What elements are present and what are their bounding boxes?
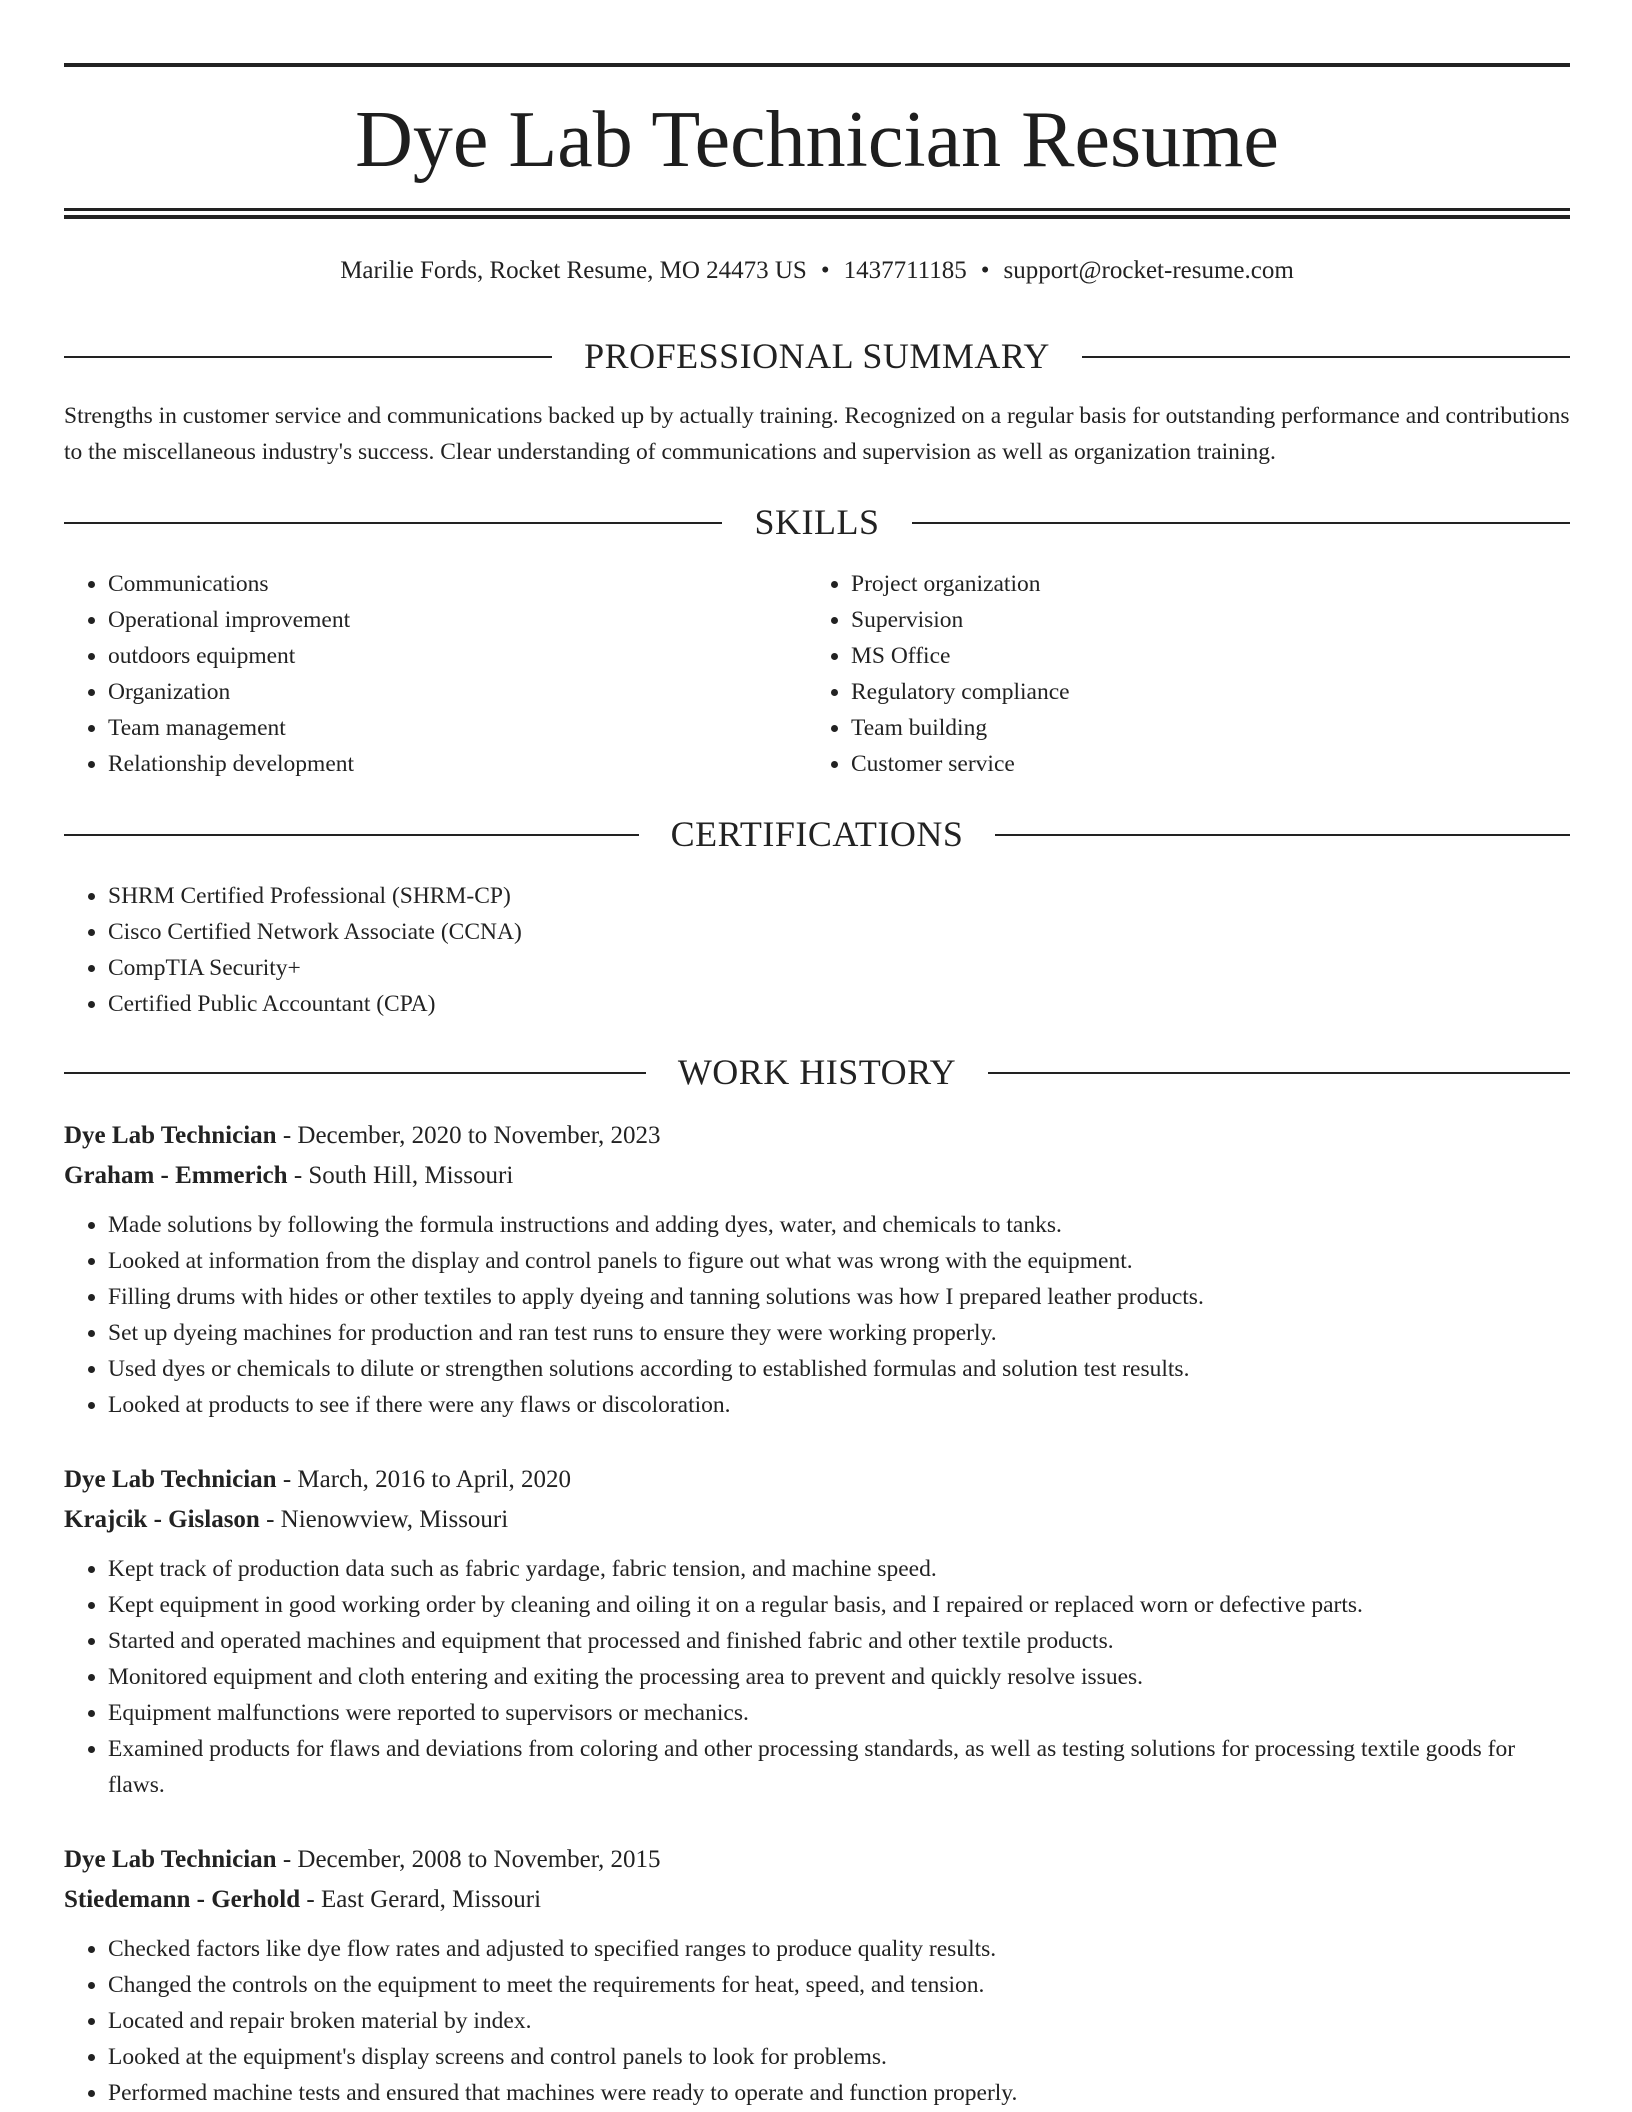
skills-column-right xyxy=(807,566,1507,782)
list-item: • Kept track of production data such as fabric yardage, fabric tension, and machine speed. xyxy=(108,1551,1570,1587)
contact-phone: 1437711185 xyxy=(843,257,967,284)
list-item: • Project organization xyxy=(851,566,1507,602)
job-company-line xyxy=(64,1156,1570,1196)
job-bullets xyxy=(64,1551,1570,1803)
section-heading-summary xyxy=(64,336,1570,376)
job-company-line xyxy=(64,1500,1570,1540)
job-bullets xyxy=(64,1207,1570,1423)
job-location: - East Gerard, Missouri xyxy=(300,1886,542,1913)
list-item: • Team management xyxy=(108,710,764,746)
skills-list-right xyxy=(807,566,1507,782)
job-company: Stiedemann - Gerhold xyxy=(64,1886,301,1913)
top-rule xyxy=(64,63,1570,67)
list-item: • Set up dyeing machines for production and ran test runs to ensure they were working properly. xyxy=(108,1315,1570,1351)
section-heading-work-history xyxy=(64,1052,1570,1092)
list-item: • Kept equipment in good working order by cleaning and oiling it on a regular basis, and I repaired or replaced worn or defective parts. xyxy=(108,1587,1570,1623)
job-entry xyxy=(64,1116,1570,1423)
section-heading-skills xyxy=(64,502,1570,542)
list-item: • Performed machine tests and ensured that machines were ready to operate and function properly. xyxy=(108,2075,1570,2111)
list-item: • Changed the controls on the equipment to meet the requirements for heat, speed, and tension. xyxy=(108,1967,1570,2003)
job-title-line xyxy=(64,1460,1570,1500)
list-item: • Organization xyxy=(108,674,764,710)
list-item: • Certified Public Accountant (CPA) xyxy=(108,986,1570,1022)
list-item: • MS Office xyxy=(851,638,1507,674)
contact-line xyxy=(64,254,1570,288)
job-location: - South Hill, Missouri xyxy=(287,1162,514,1189)
job-title: Dye Lab Technician xyxy=(64,1846,277,1873)
list-item: • Team building xyxy=(851,710,1507,746)
list-item: • Looked at the equipment's display screens and control panels to look for problems. xyxy=(108,2039,1570,2075)
job-company: Krajcik - Gislason xyxy=(64,1506,260,1533)
job-company: Graham - Emmerich xyxy=(64,1162,288,1189)
title-rule-upper xyxy=(64,208,1570,211)
list-item: • CompTIA Security+ xyxy=(108,950,1570,986)
list-item: • Supervision xyxy=(851,602,1507,638)
job-dates: - March, 2016 to April, 2020 xyxy=(276,1466,571,1493)
list-item: • Monitored equipment and cloth entering and exiting the processing area to prevent and quickly resolve issues. xyxy=(108,1659,1570,1695)
list-item: • Checked factors like dye flow rates and adjusted to specified ranges to produce quality results. xyxy=(108,1931,1570,1967)
section-title: CERTIFICATIONS xyxy=(639,814,996,854)
job-company-line xyxy=(64,1880,1570,1920)
page-title: Dye Lab Technician Resume xyxy=(355,96,1279,184)
certifications-list xyxy=(64,878,1570,1022)
job-bullets xyxy=(64,1931,1570,2111)
title-rule-lower xyxy=(64,215,1570,219)
list-item: • Looked at information from the display and control panels to figure out what was wrong with the equipment. xyxy=(108,1243,1570,1279)
skills-list-left xyxy=(64,566,764,782)
contact-email: support@rocket-resume.com xyxy=(1003,257,1294,284)
list-item: • Used dyes or chemicals to dilute or strengthen solutions according to established formulas and solution test results. xyxy=(108,1351,1570,1387)
job-dates: - December, 2020 to November, 2023 xyxy=(276,1122,661,1149)
job-title: Dye Lab Technician xyxy=(64,1122,277,1149)
summary-text: Strengths in customer service and communications backed up by actually training. Recognized on a regular basis for outstanding performance and contributions to the miscellaneous industry's success. Clear understanding of communications and supervision as well as organization training. xyxy=(64,403,1570,465)
contact-separator: • xyxy=(820,257,830,284)
list-item: • Regulatory compliance xyxy=(851,674,1507,710)
section-title: WORK HISTORY xyxy=(646,1052,988,1092)
list-item: • Located and repair broken material by index. xyxy=(108,2003,1570,2039)
skills-column-left xyxy=(64,566,764,782)
job-dates: - December, 2008 to November, 2015 xyxy=(276,1846,661,1873)
list-item: • Equipment malfunctions were reported to supervisors or mechanics. xyxy=(108,1695,1570,1731)
job-title: Dye Lab Technician xyxy=(64,1466,277,1493)
job-entry xyxy=(64,1840,1570,2111)
list-item: • Examined products for flaws and deviations from coloring and other processing standards, as well as testing solutions for processing textile goods for flaws. xyxy=(108,1731,1570,1803)
list-item: • outdoors equipment xyxy=(108,638,764,674)
list-item: • Customer service xyxy=(851,746,1507,782)
contact-separator: • xyxy=(980,257,990,284)
job-location: - Nienowview, Missouri xyxy=(259,1506,509,1533)
list-item: • Made solutions by following the formula instructions and adding dyes, water, and chemicals to tanks. xyxy=(108,1207,1570,1243)
list-item: • Filling drums with hides or other textiles to apply dyeing and tanning solutions was how I prepared leather products. xyxy=(108,1279,1570,1315)
job-title-line xyxy=(64,1840,1570,1880)
job-title-line xyxy=(64,1116,1570,1156)
section-heading-certifications xyxy=(64,814,1570,854)
list-item: • Operational improvement xyxy=(108,602,764,638)
list-item: • Cisco Certified Network Associate (CCNA) xyxy=(108,914,1570,950)
list-item: • Relationship development xyxy=(108,746,764,782)
list-item: • Communications xyxy=(108,566,764,602)
section-title: PROFESSIONAL SUMMARY xyxy=(552,336,1082,376)
list-item: • Looked at products to see if there were any flaws or discoloration. xyxy=(108,1387,1570,1423)
section-title: SKILLS xyxy=(722,502,911,542)
contact-address: Marilie Fords, Rocket Resume, MO 24473 US xyxy=(340,257,807,284)
list-item: • SHRM Certified Professional (SHRM-CP) xyxy=(108,878,1570,914)
job-entry xyxy=(64,1460,1570,1803)
list-item: • Started and operated machines and equipment that processed and finished fabric and other textile products. xyxy=(108,1623,1570,1659)
